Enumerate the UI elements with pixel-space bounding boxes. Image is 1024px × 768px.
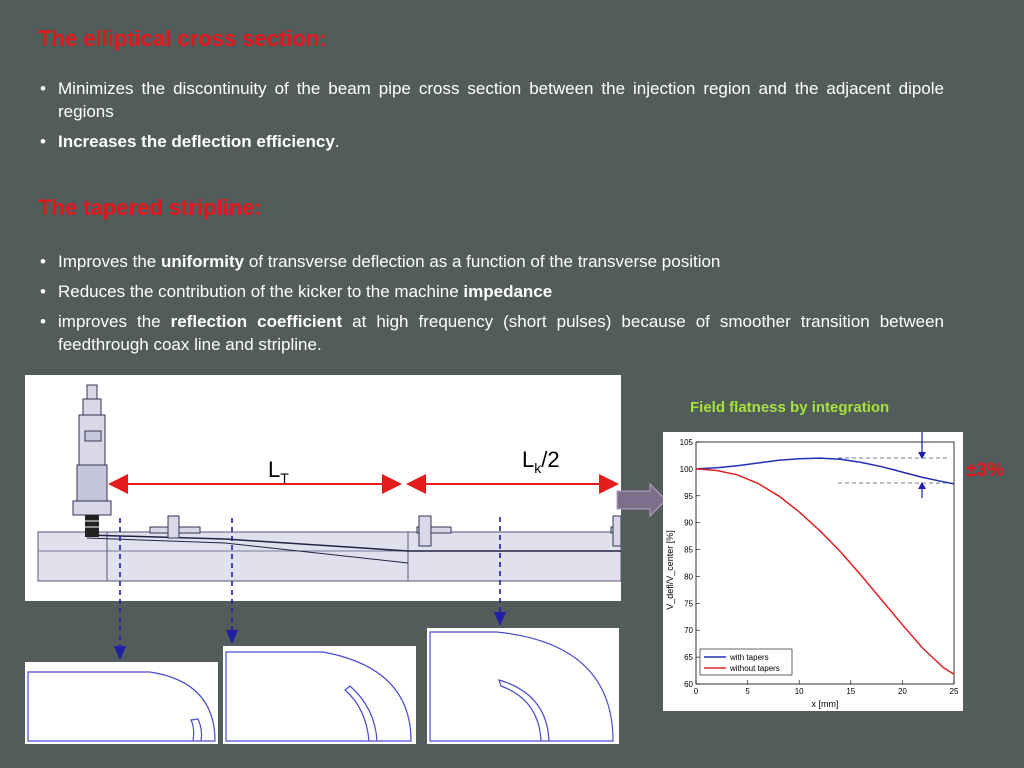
bullet-reflection-bold: reflection coefficient: [170, 312, 343, 331]
bullet-uniformity-pre: Improves the: [58, 252, 161, 271]
series-line-1: [696, 469, 954, 674]
flatness-chart-panel: [663, 432, 963, 711]
plot-area: [696, 442, 954, 684]
x-tick-label: 0: [693, 687, 699, 696]
flatness-chart: [663, 432, 963, 711]
y-tick-label: 100: [679, 464, 693, 474]
bullet-uniformity-bold: uniformity: [161, 252, 245, 271]
tolerance-label: ±3%: [966, 460, 1004, 481]
section-arrow-1: [114, 646, 126, 660]
y-tick-label: 90: [684, 518, 693, 528]
x-tick-label: 25: [949, 687, 959, 696]
chart-xlabel: x [mm]: [811, 699, 839, 709]
legend-label-1: without tapers: [730, 664, 780, 673]
bullet-deflection-period: .: [334, 132, 340, 151]
legend-label-0: with tapers: [730, 653, 769, 662]
flatness-title: Field flatness by integration: [690, 399, 890, 416]
bullet-impedance-bold: impedance: [463, 282, 553, 301]
y-tick-label: 80: [684, 572, 693, 582]
y-tick-label: 65: [684, 653, 693, 663]
heading-elliptical: The elliptical cross section:: [38, 26, 327, 51]
bullet-reflection-pre: improves the: [58, 312, 171, 331]
y-tick-label: 85: [684, 545, 693, 555]
chart-ylabel: V_defl/V_center [%]: [665, 530, 675, 610]
heading-tapered: The tapered stripline:: [38, 195, 262, 220]
lk-label: $L_k/2$: [522, 447, 560, 476]
cross-section-1: [25, 662, 218, 744]
lt-label: $L_T$: [268, 457, 289, 486]
y-tick-label: 105: [679, 438, 693, 447]
x-tick-label: 20: [897, 687, 907, 696]
y-tick-label: 60: [684, 680, 693, 689]
section-arrow-3: [494, 612, 506, 626]
cross-section-2: [223, 646, 416, 744]
bullet-deflection-bold: Increases the deflection efficiency: [58, 132, 335, 151]
bullet-impedance-pre: Reduces the contribution of the kicker to the machine: [58, 282, 464, 301]
series-line-0: [696, 458, 954, 484]
section-arrow-2: [226, 630, 238, 644]
y-tick-label: 75: [684, 599, 693, 609]
bullet-minimizes-text: Minimizes the discontinuity of the beam pipe cross section between the injection region and the adjacent dipole regions: [58, 79, 944, 121]
bullet-reflection-post: at high frequency (short pulses) because of smoother transition between feedthrough coax line and stripline.: [58, 312, 944, 354]
y-tick-label: 70: [684, 626, 693, 636]
arrow-to-chart-icon: [617, 484, 666, 516]
bullet-uniformity-post: of transverse deflection as a function of the transverse position: [244, 252, 721, 271]
x-tick-label: 5: [745, 687, 750, 696]
cross-section-3: [427, 628, 619, 744]
x-tick-label: 10: [794, 687, 804, 696]
x-tick-label: 15: [846, 687, 856, 696]
y-tick-label: 95: [684, 491, 693, 501]
